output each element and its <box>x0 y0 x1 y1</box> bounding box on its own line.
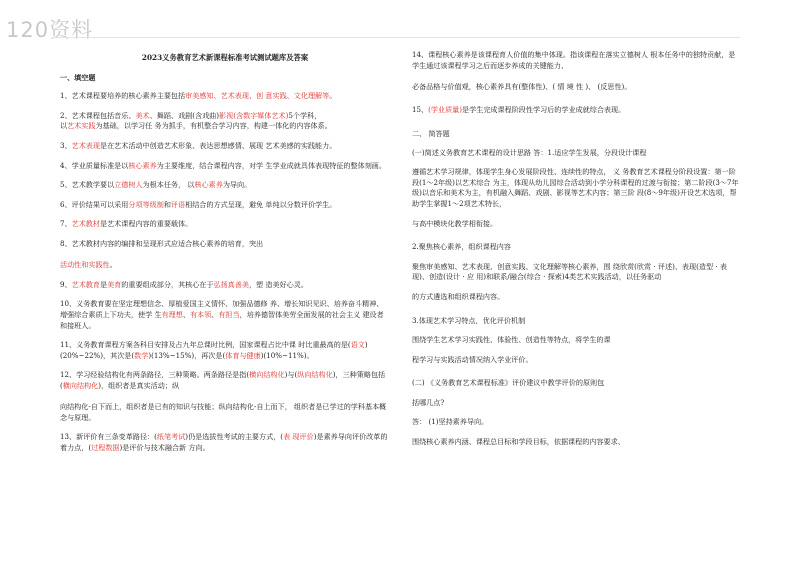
document-title: 2023义务教育艺术新课程标准考试测试题库及答案 <box>141 53 309 62</box>
answer-2-title: 2.聚焦核心素养，组织课程内容 <box>412 242 511 252</box>
question-8: 8、艺术教材内容的编排和呈现形式应适合核心素养的培育，突出 活动性和实践性。 <box>60 238 264 270</box>
answer-1-title: (一)简述义务教育艺术课程的设计思路 答：1.适应学生发展，分段设计课程 <box>412 147 647 157</box>
question-3: 3、艺术表现是在艺术活动中创造艺术形象、表达思想感情、展现 艺术美感的实践能力。 <box>60 140 337 150</box>
question-evaluation-title: (二) 《义务教育艺术课程标准》评价建议中教学评价的原则包 <box>412 378 605 388</box>
right-column <box>412 50 742 457</box>
section-heading-short-answer: 二、 简答题 <box>412 128 450 138</box>
question-4: 4、学业质量标准是以核心素养为主要维度，结合课程内容，对学 生学业成就具体表现特征的整体刻画。 <box>60 160 386 170</box>
question-15: 15、(学业质量)是学生完成课程阶段性学习后的学业成就综合表现。 <box>412 105 626 115</box>
answer-3-tail: 程学习与实践活动情况纳入学业评价。 <box>412 354 533 364</box>
question-5: 5、艺术教学要以立德树人为根本任务， 以核心素养为导向。 <box>60 180 252 190</box>
answer-evaluation: 答： (1)坚持素养导向。 <box>412 417 489 427</box>
answer-3-body: 围绕学生艺术学习实践性、体验性、创造性等特点，将学生的课 <box>412 335 611 345</box>
answer-1-body: 遵循艺术学习规律，体现学生身心发展阶段性、连续性的特点， 义 务教育艺术课程分阶段设置：第一阶段(1～2年级)以艺术综合 为主，体现从幼儿园综合活动到小学分科课程的过渡与衔接；第二阶段(3～7年级)以音乐和美术为主，有机融入舞蹈、戏剧、影视等艺术内容；第三阶 段(8～9年级)开设艺术选项，帮助学生掌握1～2项艺术特长， <box>412 167 739 208</box>
question-2: 2、艺术课程包括音乐、美术、舞蹈、戏剧(含戏曲)影视(含数字媒体艺术)5个学科， 以艺术实践为基础，以学习任 务为抓手，有机整合学习内容，构建一体化的内容体系。 <box>60 110 332 131</box>
section-heading-fill-blank: 一、填空题 <box>60 72 96 82</box>
answer-2-tail: 的方式遴选和组织课程内容。 <box>412 291 505 301</box>
question-9: 9、艺术教育是美育的重要组成部分，其核心在于弘扬真善美，塑 造美好心灵。 <box>60 279 308 289</box>
answer-1-tail: 与高中模块化教学相衔接。 <box>412 218 498 228</box>
answer-2-body: 聚焦审美感知、艺术表现、创意实践、文化理解等核心素养，围 绕欣赏(欣赏 · 评述)、表现(造型 · 表现)、创造(设计 · 应 用)和联系/融合(综合 · 探索)4类艺术实践活动，以任务驱动 <box>412 261 727 282</box>
answer-3-title: 3.体现艺术学习特点，优化评价机制 <box>412 315 526 325</box>
question-11: 11、义务教育课程方案各科目安排及占九年总课时比例，国家课程占比中课 时比重最高的是(语文)(20%~22%)，其次是(数学)(13%~15%)，再次是(体育与健康)(10%~11%)。 <box>60 340 368 360</box>
question-evaluation-title-cont: 括哪几点? <box>412 397 445 407</box>
watermark-logo: 120资料 <box>6 18 94 42</box>
question-7: 7、艺术教材是艺术课程内容的重要载体。 <box>60 219 193 229</box>
question-1: 1、艺术课程要培养的核心素养主要包括审美感知、艺术表现、创 意实践、文化理解等。 <box>60 91 337 101</box>
header-divider <box>52 37 740 38</box>
left-column <box>60 50 390 462</box>
question-12: 12、学习经验结构化有两条路径，三种策略。两条路径是指(横向结构化)与(纵向结构化)，三种策略包括(横向结构化)，组织者是真实活动；纵 向结构化-自下而上，组织者是已有的知识与技能；纵向结构化-自上而下， 组织者是已学过的学科基本概念与原理。 <box>60 370 387 422</box>
question-13: 13、新评价有三条变革路径：(纸笔考试)仍是选拔性考试的主要方式，(表 现评价)是素养导向评价改革的着力点，(过程数据)是评价与技术融合新 方向。 <box>60 432 388 452</box>
question-14: 14、课程核心素养是该课程育人价值的集中体现。指该课程在落实立德树人 根本任务中的独特贡献，是学生通过该课程学习之后而逐步养成的关键能力、 必备品格与价值观，核心素养具有(整体性)、( 情 境 性 )、 (反思性)。 <box>412 50 736 91</box>
question-10: 10、义务教育要在坚定理想信念、厚植爱国主义情怀、加强品德修 养、增长知识见识、培养奋斗精神、增强综合素质上下功夫，使学 生有理想、有本领、有担当，培养德智体美劳全面发展的社会主义 建设者和接班人。 <box>60 299 384 330</box>
question-6: 6、评价结果可以采用分项等级制和评语相结合的方式呈现，避免 单纯以分数评价学生。 <box>60 199 337 209</box>
answer-evaluation-body: 围绕核心素养内涵、课程总目标和学段目标，依据课程的内容要求、 <box>412 437 625 447</box>
